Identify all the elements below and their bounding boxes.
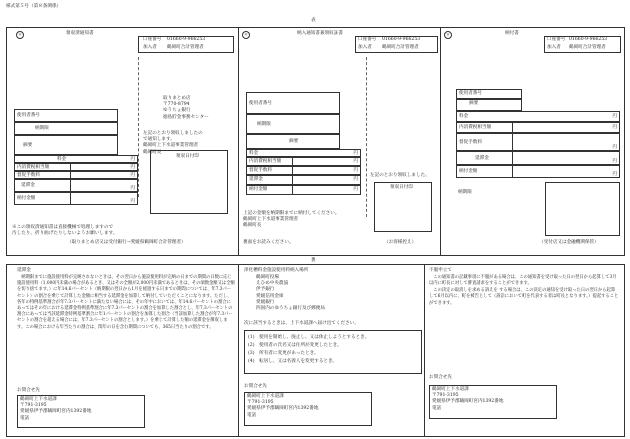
slip1-summary: 摘要 [14, 135, 118, 155]
slip3-fee-row: 料金 円 [456, 111, 620, 122]
slip1-footer-note: ※この領収済通知書は直接機械で処理しますので 汚したり、折り曲げたりしないようお願いします。 [12, 225, 118, 237]
back2-title: 浄化槽料金施設使用料納入場所 [244, 268, 309, 273]
slip2-pay-note: 上記の金額を納期限までに納付してください。 鶴岡町上下水道事業管理者 鶴岡町長 [243, 211, 340, 229]
slip3-stamp-box [545, 182, 620, 236]
slip3-summary: 摘要 [456, 99, 522, 111]
back2-notice: 次に該当するときは、上下水道課へ届け出てください。 [244, 321, 359, 326]
slip2-total: 納付金額 円 [246, 185, 361, 195]
slip1-destination: 取りまとめ店 〒770-8794 ゆうちょ銀行 徳島貯金事務センター [163, 96, 209, 120]
slip3-fee-row: 延滞金 円 [456, 151, 620, 165]
slip3-user-number: 使用者番号 [456, 89, 522, 99]
slip1-due-date: 納期限 [14, 122, 118, 135]
seal-circle-icon: 〒 [446, 32, 450, 37]
slip3-fee-row: 内消費税相当額 円 [456, 122, 620, 133]
back3-body: この通知書の記載事項に不服がある場合は、この通知書を受け取った日の翌日から起算して3月以内に町長に対して審査請求をすることができます。 この決定の取消しを求める訴えを する場合は、この決定の通知を受け取った日の翌日から起算して6月以内に、町を被告として（訴訟において町を代表する者は町長となります。）提起することができます。 [429, 275, 619, 306]
slip1-total: 納付金額 円 [14, 192, 138, 205]
slip3-title: 納付書 [505, 31, 519, 36]
slip2-read-back: 裏面をお読みください。 [243, 240, 294, 245]
seal-circle-icon: 〒 [244, 32, 248, 37]
slip2-due-date: 納期限 [246, 114, 340, 134]
slip2-receipt-note: 左記のとおり領収しました。 [370, 173, 430, 178]
account-number: 01660-9-966253 [167, 37, 206, 42]
slip3-total: 納付金額 円 [456, 165, 620, 178]
slip1-caption: （取りまとめ店又は受付銀行→愛媛県鶴岡町合計管理者） [67, 240, 186, 245]
back1-contact: 鶴岡町上下水道課 〒791-3195 愛媛県伊予郡鶴岡町宮内1392番地 電話 [20, 397, 92, 421]
slip1-fee-row: 延滞金 円 [14, 179, 138, 192]
slip2-title: 納入通知書兼領収証書 [297, 31, 343, 36]
front-label: 表 [311, 18, 316, 23]
slip1-fee-row: 料金 円 [14, 155, 138, 163]
slip2-summary: 摘要 [246, 134, 340, 149]
slip1-notice: 左記のとおり領収しましたの で通知します。 鶴岡町上下水道事業管理者 鶴岡町長 [143, 131, 203, 155]
account-holder: 鶴岡町合計管理者 [167, 45, 204, 50]
slip2-fee-row: 延滞金 円 [246, 175, 361, 185]
back3-contact: 鶴岡町上下水道課 〒791-3195 愛媛県伊予郡鶴岡町宮内1392番地 電話 [432, 387, 504, 411]
back-label: 裏 [311, 258, 316, 263]
slip2-user-number: 使用者番号 [246, 92, 340, 114]
slip1-fee-row: 内消費税相当額 円 [14, 163, 138, 171]
slip3-fee-row: 督促手数料 円 [456, 133, 620, 151]
slip1-user-number: 使用者番号 [14, 109, 118, 122]
slip3-caption: （受付店又は金融機関保管） [539, 240, 599, 245]
slip3-period: 納期限 [458, 190, 472, 195]
back2-items: (1) 使用を開始し、廃止し、又は休止しようとするとき。 (2) 使用者の氏名又は住所が変更したとき。 (3) 所有者に変更があったとき。 (4) 転居し、又は名義人を変更するとき。 [248, 335, 370, 364]
back2-places: 鶴岡町役場 えひめ中央農協 伊予銀行 愛媛信用金庫 愛媛銀行 四国内のゆうちょ銀行及び郵便局 [256, 275, 325, 312]
back1-body: 納期限までに施設使用料が完納されないときは、その翌日から施設使用料が完納の日までの期間の日数に応じ施設使用料（1,000円未満の場合があるとき、又はその全額が2,000円未満であるときは、その端数金額又は全額を切り捨てます。）に年14.6パーセント（納期限の翌日から1月を経過する日までの期間については、年7.3パーセント）の割合を乗じて計算した金額に相当する延滞金を加算して納付していただくことになります。ただし、各年の特例基準割合が年7.3パーセントに満たない場合には、その年中においては、年14.6パーセントの割合にあってはその年における延滞金特例基準割合に年7.3パーセントの割合を加算した割合とし、年7.3パーセントの割合にあっては当該延滞金特例基準割合に年1パーセントの割合を加算した割合（当該加算した割合が年7.3パーセントの割合を超える場合には、年7.3パーセントの割合とします。）を乗じて計算した額の延滞金を徴収します。この場合における年当たりの割合は、閏年の日を含む期間についても、365日当たりの割合です。 [17, 275, 235, 330]
slip2-fee-row: 督促手数料 円 [246, 166, 361, 175]
slip1-title: 領収済通知書 [66, 31, 94, 36]
seal-circle-icon: 〒 [18, 32, 22, 37]
slip2-fee-row: 料金 円 [246, 149, 361, 157]
form-id: 様式第５号（第８条関係） [6, 4, 62, 9]
slip2-fee-row: 内消費税相当額 円 [246, 157, 361, 166]
back3-title: 不服申立て [429, 268, 452, 273]
back2-contact: 鶴岡町上下水道課 〒791-3195 愛媛県伊予郡鶴岡町宮内1392番地 電話 [247, 394, 319, 418]
slip1-fee-row: 督促手数料 円 [14, 171, 138, 179]
back1-title: 延滞金 [17, 268, 31, 273]
slip2-caption: （お客様控え） [384, 240, 417, 245]
